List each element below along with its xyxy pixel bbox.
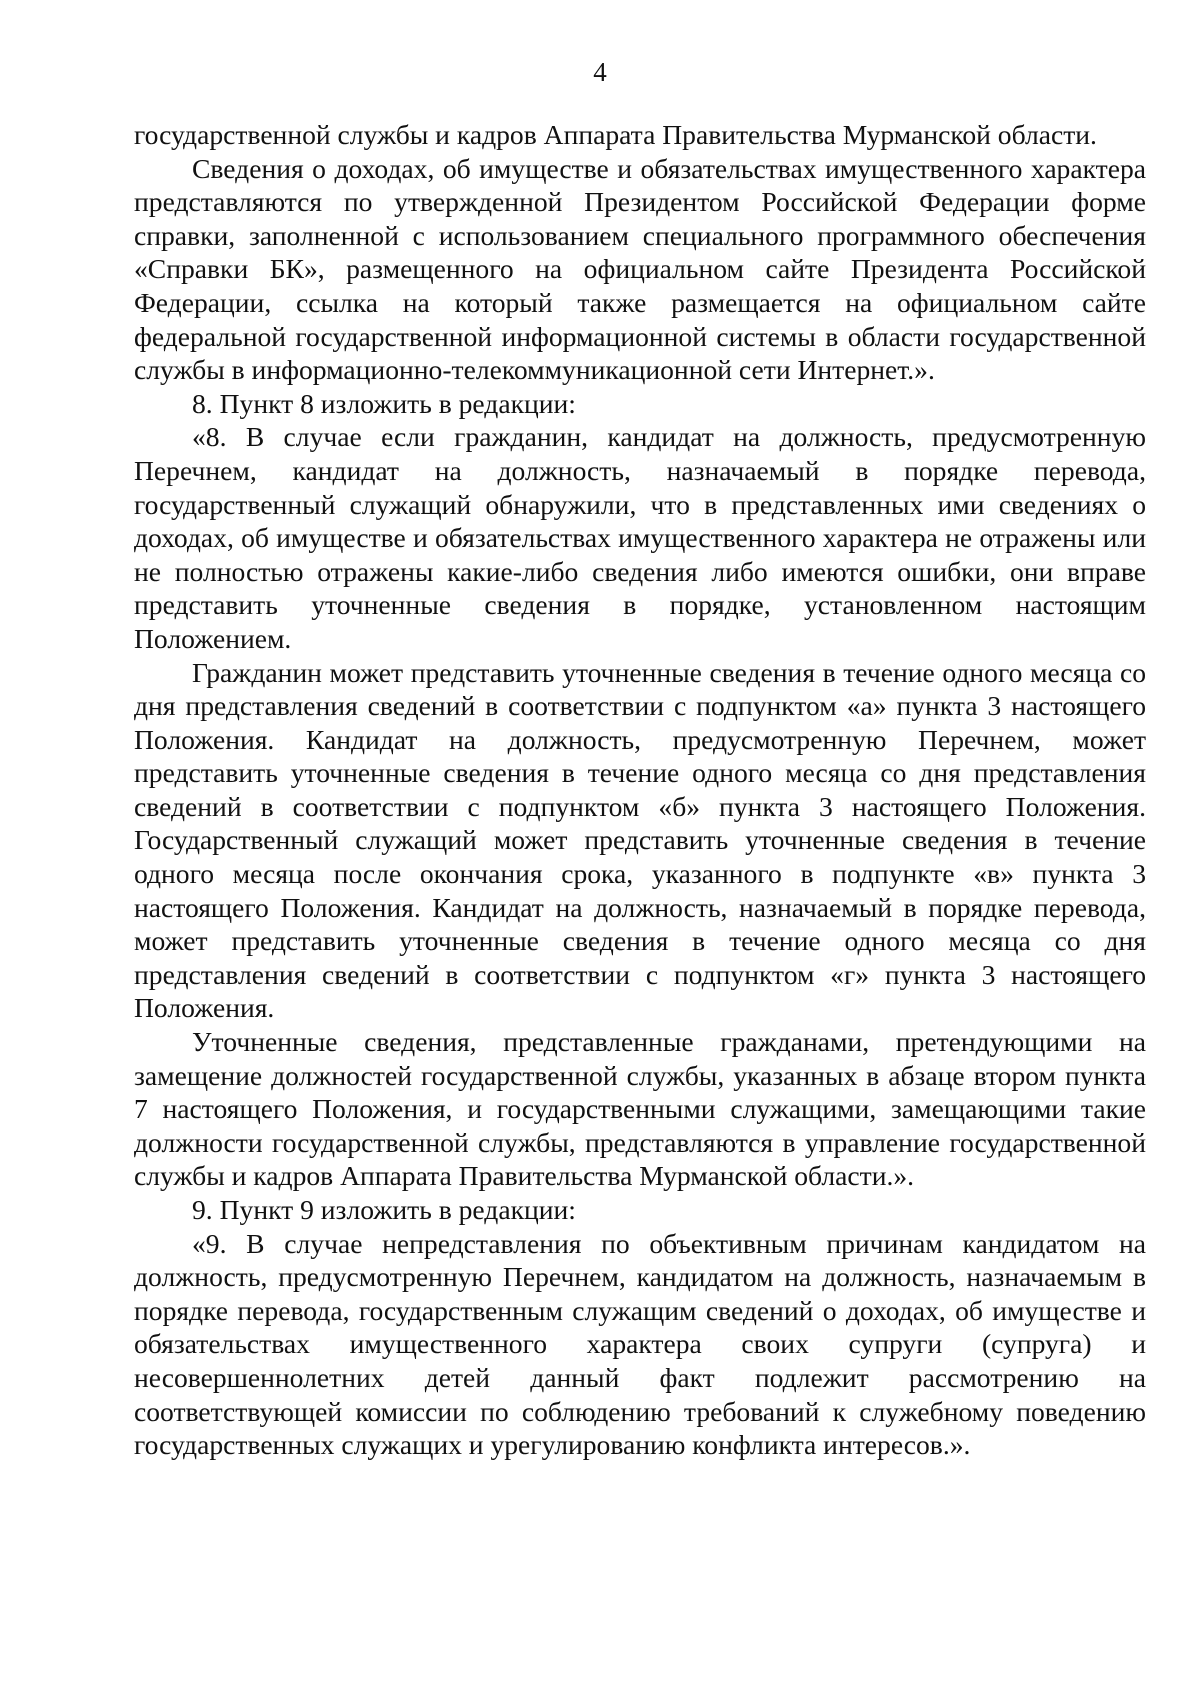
- paragraph-clarified-info-submission: Уточненные сведения, представленные гражданами, претендующими на замещение должностей государственной службы, указанных в абзаце втором пункта 7 настоящего Положения, и государственными служащими, замещающими такие должности государственной службы, представляются в управление государственной службы и кадров Аппарата Правительства Мурманской области.».: [134, 1026, 1146, 1192]
- page-number: 4: [593, 57, 607, 87]
- paragraph-clarified-info-terms: Гражданин может представить уточненные сведения в течение одного месяца со дня представления сведений в соответствии с подпунктом «а» пункта 3 настоящего Положения. Кандидат на должность, предусмотренную Перечнем, может представить уточненные сведения в течение одного месяца со дня представления сведений в соответствии с подпунктом «б» пункта 3 настоящего Положения. Государственный служащий может представить уточненные сведения в течение одного месяца после окончания срока, указанного в подпункте «в» пункта 3 настоящего Положения. Кандидат на должность, назначаемый в порядке перевода, может представить уточненные сведения в течение одного месяца со дня представления сведений в соответствии с подпунктом «г» пункта 3 настоящего Положения.: [134, 656, 1146, 1024]
- paragraph-item-9-heading: 9. Пункт 9 изложить в редакции:: [192, 1194, 576, 1225]
- paragraph-item-8-text: «8. В случае если гражданин, кандидат на должность, предусмотренную Перечнем, кандидат на должность, назначаемый в порядке перевода, государственный служащий обнаружили, что в представленных ими сведениях о доходах, об имуществе и обязательствах имущественного характера не отражены или не полностью отражены какие-либо сведения либо имеются ошибки, они вправе представить уточненные сведения в порядке, установленном настоящим Положением.: [134, 421, 1146, 654]
- paragraph-item-9-text: «9. В случае непредставления по объективным причинам кандидатом на должность, предусмотренную Перечнем, кандидатом на должность, назначаемым в порядке перевода, государственным служащим сведений о доходах, об имуществе и обязательствах имущественного характера своих супруги (супруга) и несовершеннолетних детей данный факт подлежит рассмотрению на соответствующей комиссии по соблюдению требований к служебному поведению государственных служащих и урегулированию конфликта интересов.».: [134, 1227, 1146, 1461]
- document-body: [134, 118, 1146, 1462]
- paragraph-continuation: государственной службы и кадров Аппарата Правительства Мурманской области.: [134, 119, 1097, 150]
- paragraph-item-8-heading: 8. Пункт 8 изложить в редакции:: [192, 387, 576, 419]
- paragraph-income-info: Сведения о доходах, об имуществе и обязательствах имущественного характера представляются по утвержденной Президентом Российской Федерации форме справки, заполненной с использованием специального программного обеспечения «Справки БК», размещенного на официальном сайте Президента Российской Федерации, ссылка на который также размещается на официальном сайте федеральной государственной информационной системы в области государственной службы в информационно-телекоммуникационной сети Интернет.».: [134, 152, 1146, 386]
